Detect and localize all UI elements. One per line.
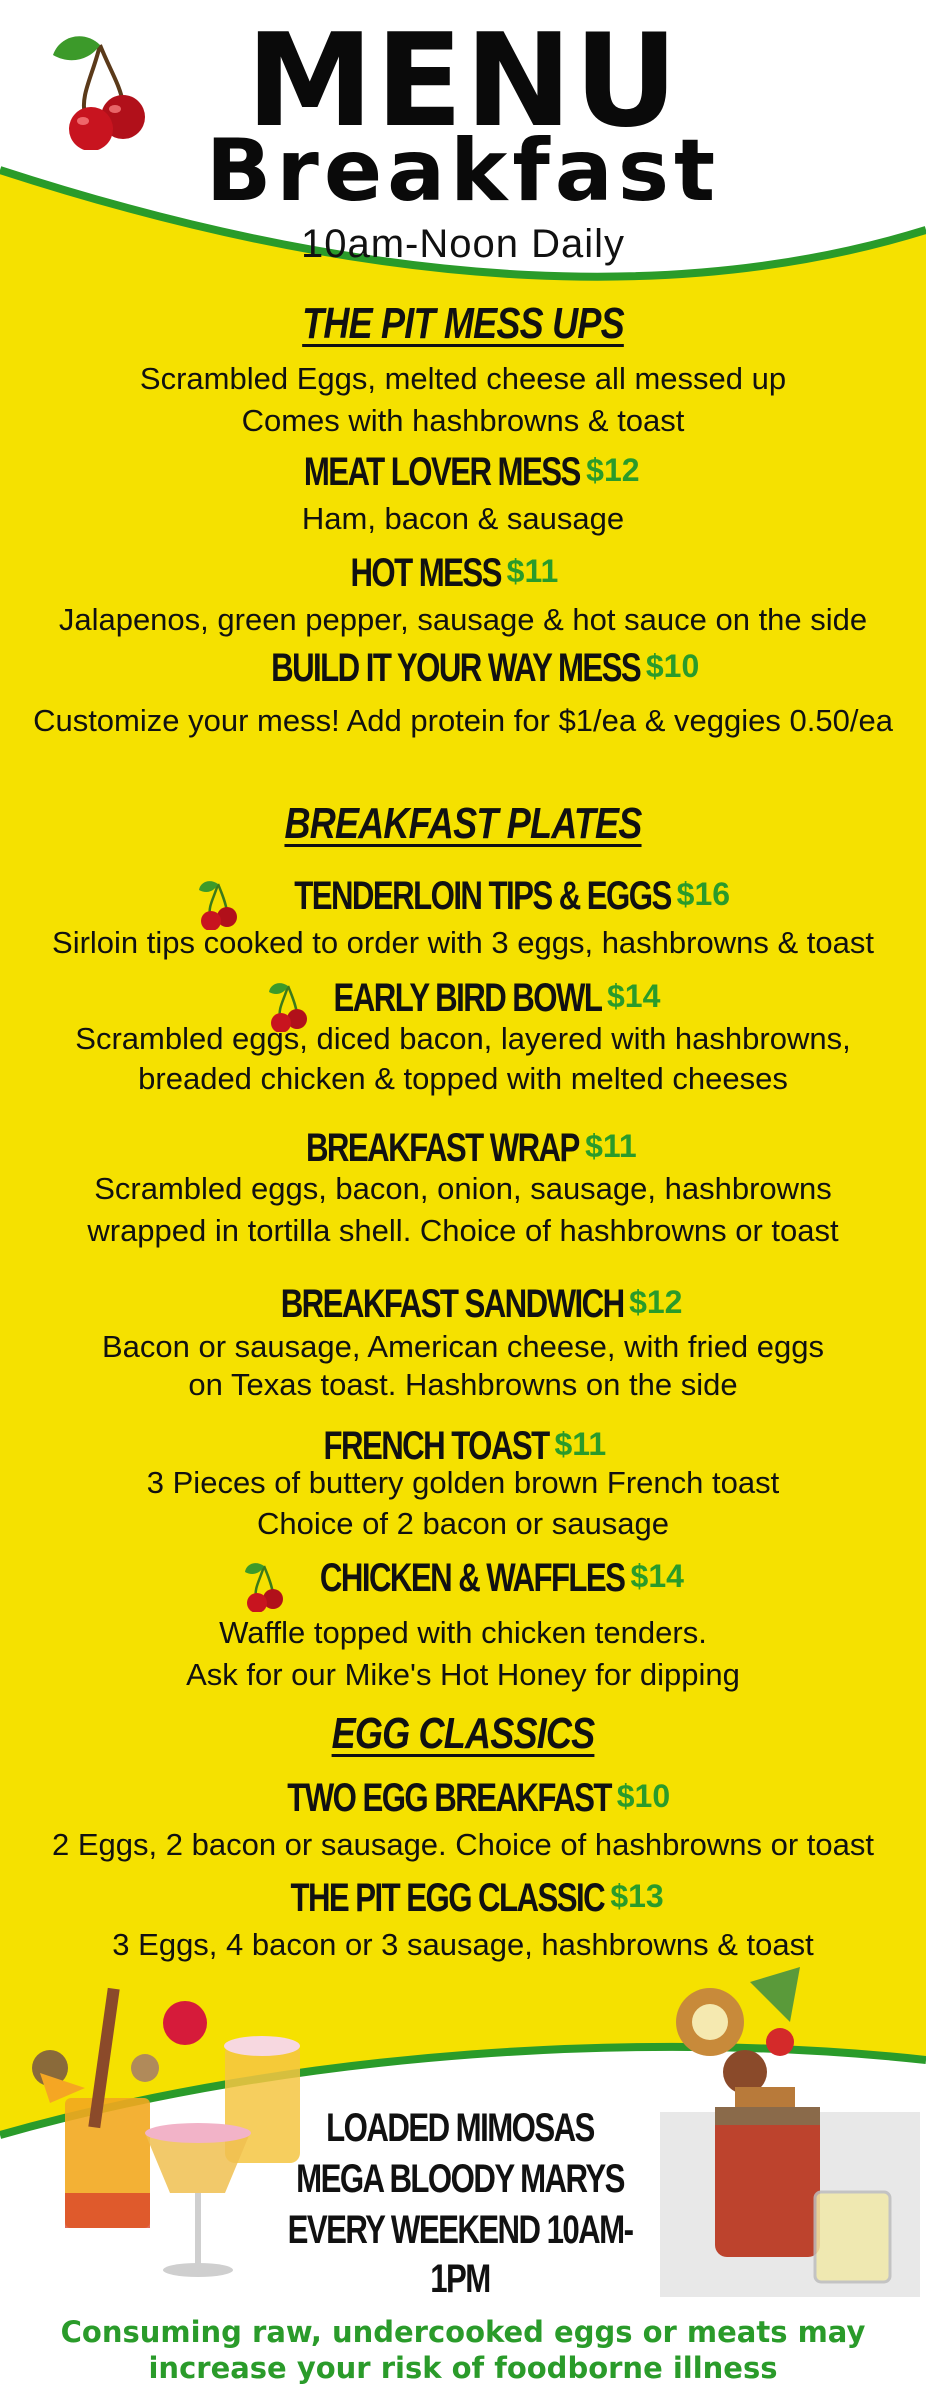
- item-description: 3 Pieces of buttery golden brown French toast: [146, 1465, 780, 1500]
- item-description: Sirloin tips cooked to order with 3 eggs, hashbrowns & toast: [52, 925, 874, 960]
- item-description: wrapped in tortilla shell. Choice of hashbrowns or toast: [87, 1213, 839, 1248]
- menu-item-pit-egg-classic: [0, 1878, 926, 1918]
- menu-item-chicken-waffles: [0, 1558, 926, 1612]
- item-name: HOT MESS: [350, 551, 501, 595]
- food-safety-warning: increase your risk of foodborne illness: [148, 2351, 778, 2385]
- item-price: $11: [554, 1426, 607, 1462]
- item-name: EARLY BIRD BOWL: [333, 976, 601, 1020]
- section-intro-line: Comes with hashbrowns & toast: [241, 403, 685, 438]
- item-name: BUILD IT YOUR WAY MESS: [270, 646, 640, 690]
- item-name: BREAKFAST SANDWICH: [280, 1282, 624, 1326]
- section-intro-line: Scrambled Eggs, melted cheese all messed up: [139, 361, 787, 396]
- menu-item-two-egg-breakfast: [0, 1778, 926, 1818]
- item-price: $14: [606, 978, 661, 1014]
- item-price: $11: [585, 1128, 637, 1164]
- food-safety-warning: Consuming raw, undercooked eggs or meats may: [60, 2315, 866, 2349]
- item-price: $11: [506, 553, 559, 589]
- item-name: THE PIT EGG CLASSIC: [290, 1876, 605, 1920]
- item-description: Jalapenos, green pepper, sausage & hot sauce on the side: [58, 602, 868, 637]
- item-description: Choice of 2 bacon or sausage: [257, 1506, 669, 1541]
- item-price: $12: [586, 452, 640, 488]
- menu-item-french-toast: [0, 1426, 926, 1466]
- item-description: Ask for our Mike's Hot Honey for dipping: [186, 1657, 740, 1692]
- item-price: $12: [629, 1284, 683, 1320]
- promo-line-mimosas: LOADED MIMOSAS: [326, 2106, 594, 2150]
- mimosa-drinks-image: [10, 1978, 310, 2298]
- item-description: Customize your mess! Add protein for $1/ea & veggies 0.50/ea: [33, 703, 893, 738]
- item-price: $16: [676, 876, 731, 912]
- item-price: $10: [645, 648, 700, 684]
- promo-line-weekend-hours: EVERY WEEKEND 10AM-1PM: [287, 2208, 633, 2301]
- cherry-icon: [196, 880, 240, 930]
- item-name: CHICKEN & WAFFLES: [319, 1556, 625, 1600]
- item-price: $10: [616, 1778, 671, 1814]
- cherry-icon: [242, 1562, 286, 1612]
- item-price: $13: [610, 1878, 664, 1914]
- item-description: Waffle topped with chicken tenders.: [219, 1615, 707, 1650]
- item-name: TENDERLOIN TIPS & EGGS: [294, 874, 671, 918]
- item-description: on Texas toast. Hashbrowns on the side: [188, 1367, 738, 1402]
- item-price: $14: [630, 1558, 684, 1594]
- section-title-breakfast-plates: BREAKFAST PLATES: [284, 799, 642, 848]
- menu-item-breakfast-sandwich: [0, 1284, 926, 1324]
- item-description: breaded chicken & topped with melted cheeses: [138, 1061, 788, 1096]
- promo-line-bloody-marys: MEGA BLOODY MARYS: [296, 2157, 624, 2201]
- item-name: MEAT LOVER MESS: [304, 450, 581, 494]
- item-description: 2 Eggs, 2 bacon or sausage. Choice of hashbrowns or toast: [52, 1827, 874, 1862]
- item-name: TWO EGG BREAKFAST: [287, 1776, 611, 1820]
- menu-title: MENU: [246, 7, 680, 156]
- breakfast-title: Breakfast: [205, 121, 721, 221]
- menu-item-meat-lover-mess: [0, 452, 926, 492]
- item-description: Ham, bacon & sausage: [301, 501, 625, 536]
- item-description: Bacon or sausage, American cheese, with fried eggs: [101, 1329, 825, 1364]
- section-title-egg-classics: EGG CLASSICS: [331, 1709, 595, 1758]
- bloody-mary-image: [640, 1962, 920, 2297]
- item-description: Scrambled eggs, diced bacon, layered with hashbrowns,: [75, 1021, 851, 1056]
- item-name: BREAKFAST WRAP: [306, 1126, 580, 1170]
- hours-text: 10am-Noon Daily: [300, 222, 626, 266]
- menu-item-breakfast-wrap: [0, 1128, 926, 1168]
- menu-item-build-it-your-way-mess: [0, 648, 926, 688]
- item-description: 3 Eggs, 4 bacon or 3 sausage, hashbrowns & toast: [112, 1927, 814, 1962]
- menu-item-tenderloin-tips-eggs: [0, 876, 926, 930]
- section-title-pit-mess-ups: THE PIT MESS UPS: [302, 299, 624, 348]
- item-description: Scrambled eggs, bacon, onion, sausage, hashbrowns: [94, 1171, 832, 1206]
- menu-item-hot-mess: [0, 553, 926, 593]
- item-name: FRENCH TOAST: [323, 1424, 549, 1468]
